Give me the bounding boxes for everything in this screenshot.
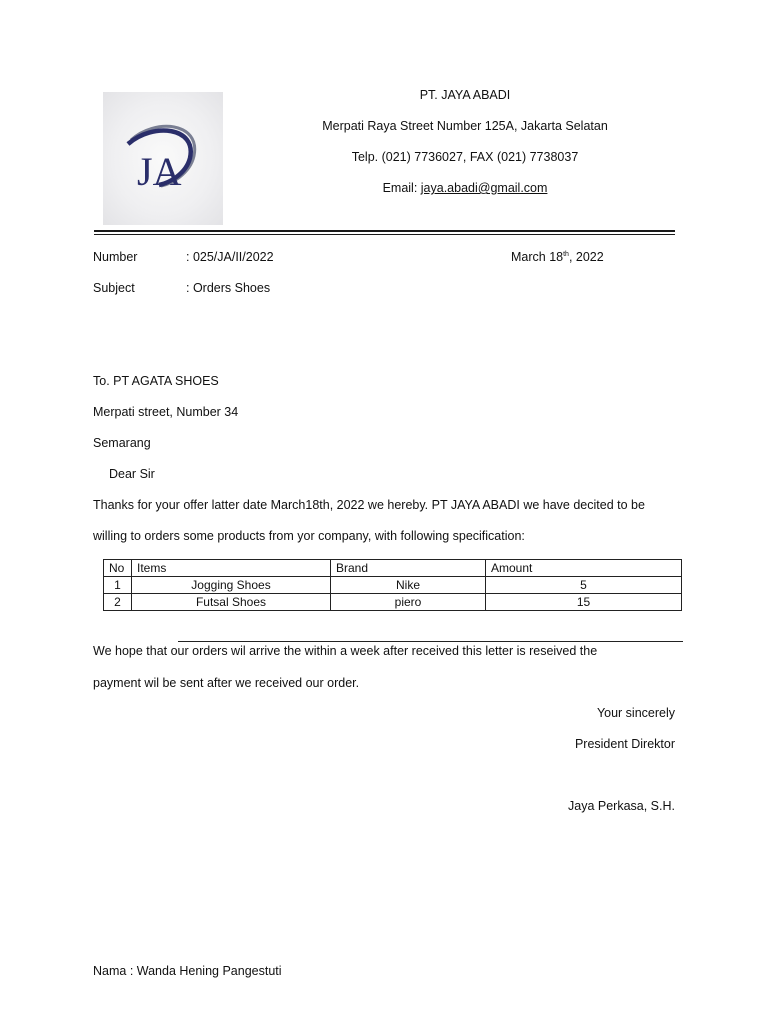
divider-line [178, 641, 683, 642]
column-header-brand: Brand [331, 560, 486, 577]
date-suffix: th [563, 250, 569, 258]
cell-item: Futsal Shoes [132, 594, 331, 611]
table-row [104, 594, 682, 611]
signer-title: President Direktor [574, 737, 675, 751]
column-header-amount: Amount [486, 560, 682, 577]
date-year: , 2022 [568, 250, 604, 264]
footer-name: Nama : Wanda Hening Pangestuti [93, 964, 282, 978]
column-header-no: No [104, 560, 132, 577]
ja-logo-icon [103, 92, 223, 225]
cell-amount: 5 [486, 577, 682, 594]
closing-salutation: Your sincerely [596, 706, 675, 720]
subject-label: Subject [93, 281, 135, 295]
company-phone: Telp. (021) 7736027, FAX (021) 7738037 [351, 150, 579, 164]
email-link[interactable]: jaya.abadi@gmail.com [420, 181, 548, 195]
company-email-line [222, 181, 708, 195]
header-divider-thick [94, 230, 675, 232]
cell-item: Jogging Shoes [132, 577, 331, 594]
letter-date [511, 250, 604, 264]
number-value: : 025/JA/II/2022 [186, 250, 274, 264]
recipient-city: Semarang [93, 436, 151, 450]
company-address: Merpati Raya Street Number 125A, Jakarta Selatan [322, 119, 608, 133]
order-table [103, 559, 682, 611]
header-divider-thin [94, 234, 675, 235]
table-row [104, 577, 682, 594]
email-label: Email: [382, 181, 418, 195]
column-header-items: Items [132, 560, 331, 577]
body-paragraph-1-line-1: Thanks for your offer latter date March18th, 2022 we hereby. PT JAYA ABADI we have decited to be [93, 498, 645, 512]
number-label: Number [93, 250, 138, 264]
table-header-row [104, 560, 682, 577]
cell-amount: 15 [486, 594, 682, 611]
company-logo [103, 92, 223, 225]
body-paragraph-2-line-2: payment wil be sent after we received our order. [93, 676, 360, 690]
cell-no: 1 [104, 577, 132, 594]
body-paragraph-2-line-1: We hope that our orders wil arrive the within a week after received this letter is reseived the [93, 644, 598, 658]
signer-name: Jaya Perkasa, S.H. [568, 799, 675, 813]
cell-no: 2 [104, 594, 132, 611]
company-name: PT. JAYA ABADI [419, 88, 511, 102]
cell-brand: Nike [331, 577, 486, 594]
body-paragraph-1-line-2: willing to orders some products from yor company, with following specification: [93, 529, 525, 543]
greeting: Dear Sir [109, 467, 155, 481]
recipient-street: Merpati street, Number 34 [93, 405, 239, 419]
recipient-name: To. PT AGATA SHOES [93, 374, 219, 388]
cell-brand: piero [331, 594, 486, 611]
logo-text: JA [137, 149, 182, 194]
date-main: March 18 [511, 250, 564, 264]
subject-value: : Orders Shoes [186, 281, 271, 295]
